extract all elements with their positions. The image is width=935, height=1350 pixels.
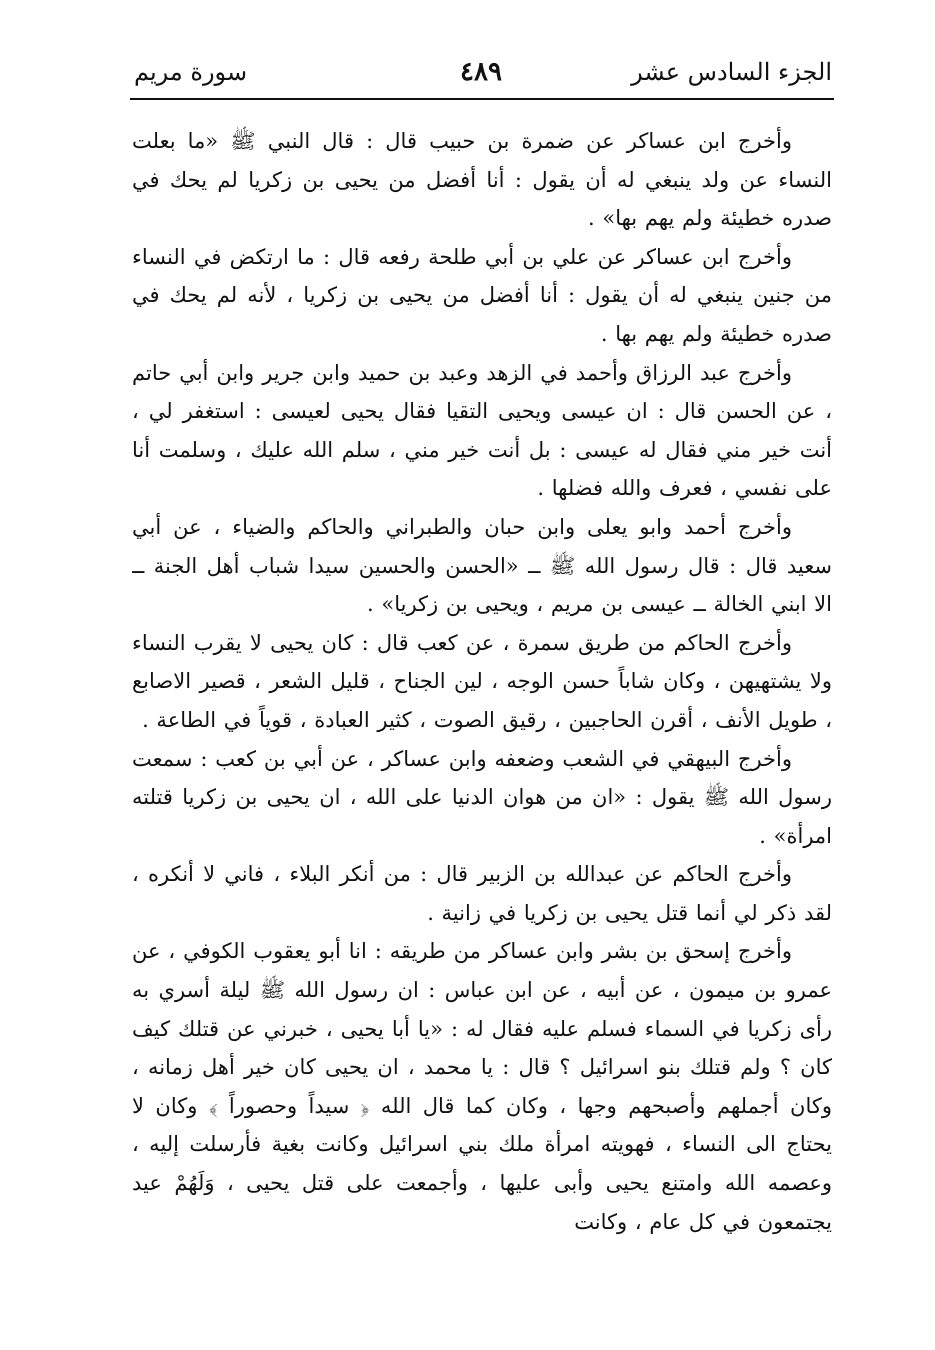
paragraph: وأخرج البيهقي في الشعب وضعفه وابن عساكر ، عن أبي بن كعب : سمعت رسول الله ﷺ يقول : «ان من هوان الدنيا على الله ، ان يحيى بن زكريا قتلته امرأة» . [132, 746, 832, 848]
paragraph: وأخرج إسحق بن بشر وابن عساكر من طريقه : انا أبو يعقوب الكوفي ، عن عمرو بن ميمون ، عن أبيه ، عن ابن عباس : ان رسول الله ﷺ ليلة أسري به رأى زكريا في السماء فسلم عليه فقال له : «يا أبا يحيى ، خبرني عن قتلك كيف كان ؟ ولم قتلك بنو اسرائيل ؟ قال : يا محمد ، ان يحيى كان خير أهل زمانه ، وكان أجملهم وأصبحهم وجها ، وكان كما قال الله ﴿ سيداً وحصوراً ﴾ وكان لا يحتاج الى النساء ، فهويته امرأة ملك بني اسرائيل وكانت بغية فأرسلت إليه ، وعصمه الله وامتنع يحيى وأبى عليها ، وأجمعت على قتل يحيى ، وَلَهُمْ عيد يجتمعون في كل عام ، وكانت [132, 939, 832, 1234]
running-head-surah: سورة مريم [134, 58, 248, 86]
paragraph: وأخرج أحمد وابو يعلى وابن حبان والطبراني والحاكم والضياء ، عن أبي سعيد قال : قال رسول الله ﷺ ــ «الحسن والحسين سيدا شباب أهل الجنة ــ الا ابني الخالة ــ عيسى بن مريم ، ويحيى بن زكريا» . [132, 514, 832, 617]
paragraph: وأخرج عبد الرزاق وأحمد في الزهد وعبد بن حميد وابن جرير وابن أبي حاتم ، عن الحسن قال : ان عيسى ويحيى التقيا فقال يحيى لعيسى : استغفر لي ، أنت خير مني فقال له عيسى : بل أنت خير مني ، سلم الله عليك ، وسلمت أنا على نفسي ، فعرف والله فضلها . [132, 360, 832, 501]
page-header [130, 56, 832, 96]
page-number: ٤٨٩ [460, 57, 502, 87]
paragraph: وأخرج ابن عساكر عن ضمرة بن حبيب قال : قال النبي ﷺ «ما بعلت النساء عن ولد ينبغي له أن يقول : أنا أفضل من يحيى بن زكريا لم يحك في صدره خطيئة ولم يهم بها» . [132, 129, 832, 231]
header-rule [130, 98, 834, 100]
paragraph: وأخرج الحاكم عن عبدالله بن الزبير قال : من أنكر البلاء ، فاني لا أنكره ، لقد ذكر لي أنما قتل يحيى بن زكريا في زانية . [132, 862, 832, 925]
paragraph: وأخرج ابن عساكر عن علي بن أبي طلحة رفعه قال : ما ارتكض في النساء من جنين ينبغي له أن يقول : أنا أفضل من يحيى بن زكريا ، لأنه لم يحك في صدره خطيئة ولم يهم بها . [132, 244, 832, 346]
paragraph: وأخرج الحاكم من طريق سمرة ، عن كعب قال : كان يحيى لا يقرب النساء ولا يشتهيهن ، وكان شاباً حسن الوجه ، لين الجناح ، قليل الشعر ، قصير الاصابع ، طويل الأنف ، أقرن الحاجبين ، رقيق الصوت ، كثير العبادة ، قوياً في الطاعة . [132, 630, 832, 732]
running-head-part: الجزء السادس عشر [631, 58, 832, 86]
page-body [132, 122, 832, 1292]
